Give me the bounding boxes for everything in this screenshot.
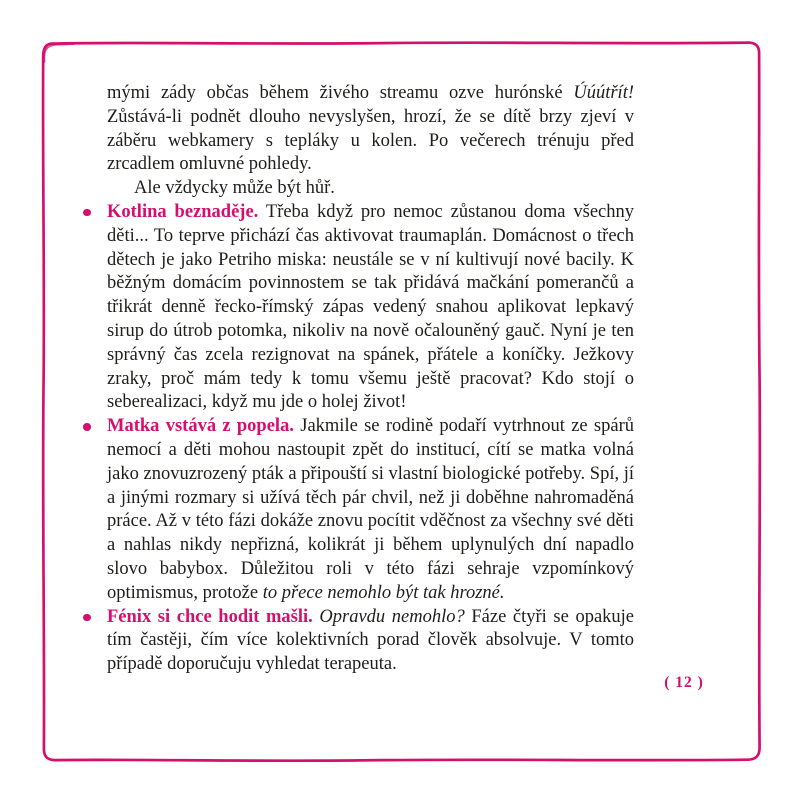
list-item [107,201,634,415]
intro-emphasis: Úúútřít! [573,83,634,103]
bullet-list [107,201,634,677]
bullet-icon [83,614,91,622]
intro-text-continued: Zůstává-li podnět dlouho nevyslyšen, hrozí, že se dítě brzy zjeví v záběru webkamery s tepláky u kolen. Po večerech trénuju před zrcadlem omluvné pohledy. [107,106,634,175]
bullet-icon [83,423,91,431]
bullet-lead: Fénix si chce hodit mašli. [107,606,313,627]
bullet-lead: Kotlina beznaděje. [107,201,259,222]
bullet-body: Jakmile se rodině podaří vytrhnout ze spárů nemocí a děti mohou nastoupit zpět do institucí, cítí se matka volná jako znovuzrozený pták a připouští si vlastní biologické potřeby. Spí, jí a jinými rozmary si užívá těch pár chvil, než ji doběhne nahromaděná práce. Až v této fázi dokáže znovu pocítit vděčnost za všechny své děti a nahlas nikdy nepřizná, kolikrát ji během uplynulých dní napadlo slovo babybox. Důležitou roli v této fázi sehraje vzpomínkový optimismus, protože [107,416,634,603]
bullet-body-emphasis: to přece nemohlo být tak hrozné. [262,582,505,603]
list-item [107,415,634,605]
bullet-body: Třeba když pro nemoc zůstanou doma všechny děti... To teprve přichází čas aktivovat traumaplán. Domácnost o třech dětech je jako Petriho miska: neustále se v ní kultivují nové bacily. K běžným domácím povinnostem se tak přidává mačkání pomerančů a třikrát denně řecko-římský zápas vedený snahou aplikovat lepkavý sirup do útrob potomka, nikoliv na nově očalouněný gauč. Nyní je ten správný čas zcela rezignovat na spánek, přátele a koníčky. Ježkovy zraky, proč mám tedy k tomu všemu ještě pracovat? Kdo stojí o seberealizaci, když mu jde o holej život! [107,201,634,413]
paragraph-intro [107,82,634,177]
bullet-lead: Matka vstává z popela. [107,416,294,437]
bullet-body: Fáze čtyři se opakuje tím častěji, čím více kolektivních porad člověk absolvuje. V tomto případě doporučuju vyhledat terapeuta. [107,606,635,675]
bullet-icon [83,209,91,217]
intro-text: mými zády občas během živého streamu ozve hurónské [107,83,574,103]
page-number: ( 12 ) [664,674,704,691]
page-content [107,82,634,677]
paragraph-standalone: Ale vždycky může být hůř. [134,178,335,199]
bullet-emphasis: Opravdu nemohlo? [312,606,465,627]
list-item [107,606,634,677]
